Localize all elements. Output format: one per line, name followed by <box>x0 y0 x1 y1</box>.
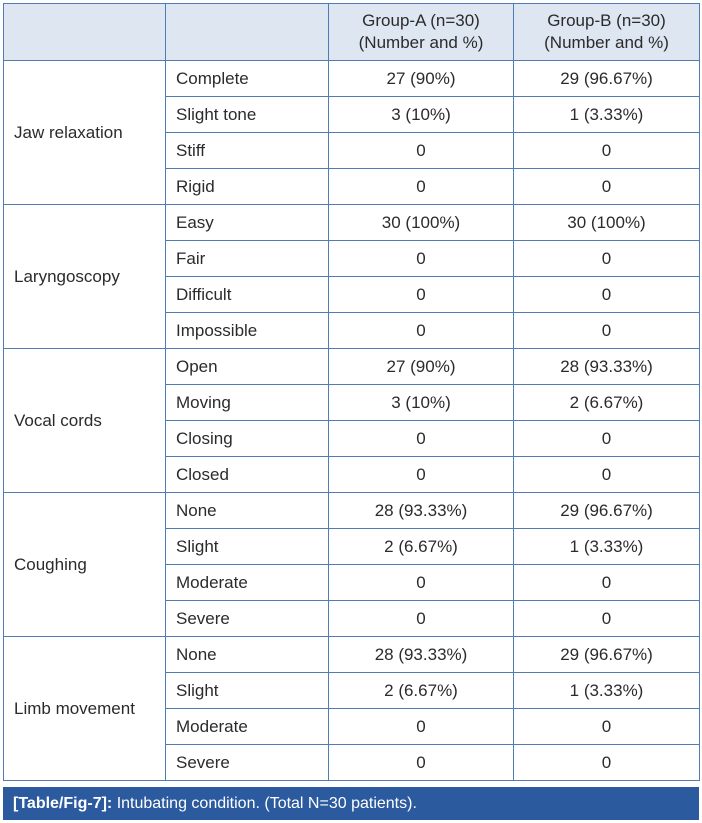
group-a-value: 2 (6.67%) <box>329 673 514 709</box>
condition-cell: Difficult <box>166 277 329 313</box>
group-a-value: 0 <box>329 277 514 313</box>
table-row <box>4 349 700 385</box>
intubating-condition-table <box>3 3 700 781</box>
group-b-value: 1 (3.33%) <box>514 529 700 565</box>
group-b-value: 0 <box>514 601 700 637</box>
table-row <box>4 493 700 529</box>
table-row <box>4 205 700 241</box>
condition-cell: Fair <box>166 241 329 277</box>
condition-cell: Easy <box>166 205 329 241</box>
condition-cell: Moderate <box>166 709 329 745</box>
condition-cell: None <box>166 493 329 529</box>
group-label: Limb movement <box>4 637 166 781</box>
group-b-value: 0 <box>514 745 700 781</box>
group-b-value: 0 <box>514 277 700 313</box>
group-a-value: 30 (100%) <box>329 205 514 241</box>
group-b-value: 30 (100%) <box>514 205 700 241</box>
group-a-value: 0 <box>329 313 514 349</box>
header-blank-2 <box>166 4 329 61</box>
group-b-value: 29 (96.67%) <box>514 637 700 673</box>
condition-cell: Severe <box>166 601 329 637</box>
group-b-value: 1 (3.33%) <box>514 97 700 133</box>
group-a-value: 28 (93.33%) <box>329 493 514 529</box>
group-b-value: 2 (6.67%) <box>514 385 700 421</box>
group-b-value: 0 <box>514 457 700 493</box>
condition-cell: Moderate <box>166 565 329 601</box>
group-a-value: 0 <box>329 709 514 745</box>
condition-cell: Closing <box>166 421 329 457</box>
group-b-value: 0 <box>514 133 700 169</box>
group-a-value: 27 (90%) <box>329 349 514 385</box>
group-b-value: 1 (3.33%) <box>514 673 700 709</box>
group-a-value: 3 (10%) <box>329 97 514 133</box>
condition-cell: Stiff <box>166 133 329 169</box>
table-row <box>4 637 700 673</box>
condition-cell: None <box>166 637 329 673</box>
group-b-value: 28 (93.33%) <box>514 349 700 385</box>
group-a-value: 0 <box>329 457 514 493</box>
condition-cell: Impossible <box>166 313 329 349</box>
condition-cell: Slight tone <box>166 97 329 133</box>
group-b-value: 0 <box>514 313 700 349</box>
group-label: Vocal cords <box>4 349 166 493</box>
group-a-value: 28 (93.33%) <box>329 637 514 673</box>
header-group-a: Group-A (n=30) (Number and %) <box>329 4 514 61</box>
group-b-value: 0 <box>514 169 700 205</box>
group-a-value: 3 (10%) <box>329 385 514 421</box>
group-b-value: 0 <box>514 241 700 277</box>
group-label: Jaw relaxation <box>4 61 166 205</box>
table-row <box>4 61 700 97</box>
group-a-value: 0 <box>329 169 514 205</box>
group-a-value: 0 <box>329 601 514 637</box>
condition-cell: Slight <box>166 673 329 709</box>
group-b-value: 29 (96.67%) <box>514 61 700 97</box>
header-group-b: Group-B (n=30) (Number and %) <box>514 4 700 61</box>
caption-label: [Table/Fig-7]: <box>13 795 113 812</box>
table-body <box>4 61 700 781</box>
condition-cell: Complete <box>166 61 329 97</box>
group-b-value: 29 (96.67%) <box>514 493 700 529</box>
group-a-value: 0 <box>329 421 514 457</box>
group-b-value: 0 <box>514 565 700 601</box>
group-a-value: 0 <box>329 133 514 169</box>
condition-cell: Slight <box>166 529 329 565</box>
header-blank-1 <box>4 4 166 61</box>
condition-cell: Closed <box>166 457 329 493</box>
table-caption <box>3 787 699 820</box>
condition-cell: Open <box>166 349 329 385</box>
group-a-value: 0 <box>329 565 514 601</box>
condition-cell: Severe <box>166 745 329 781</box>
group-a-value: 2 (6.67%) <box>329 529 514 565</box>
caption-text: Intubating condition. (Total N=30 patients). <box>112 795 417 812</box>
group-b-value: 0 <box>514 421 700 457</box>
group-b-value: 0 <box>514 709 700 745</box>
group-label: Coughing <box>4 493 166 637</box>
header-row <box>4 4 700 61</box>
group-a-value: 0 <box>329 745 514 781</box>
condition-cell: Rigid <box>166 169 329 205</box>
group-a-value: 27 (90%) <box>329 61 514 97</box>
condition-cell: Moving <box>166 385 329 421</box>
group-label: Laryngoscopy <box>4 205 166 349</box>
group-a-value: 0 <box>329 241 514 277</box>
